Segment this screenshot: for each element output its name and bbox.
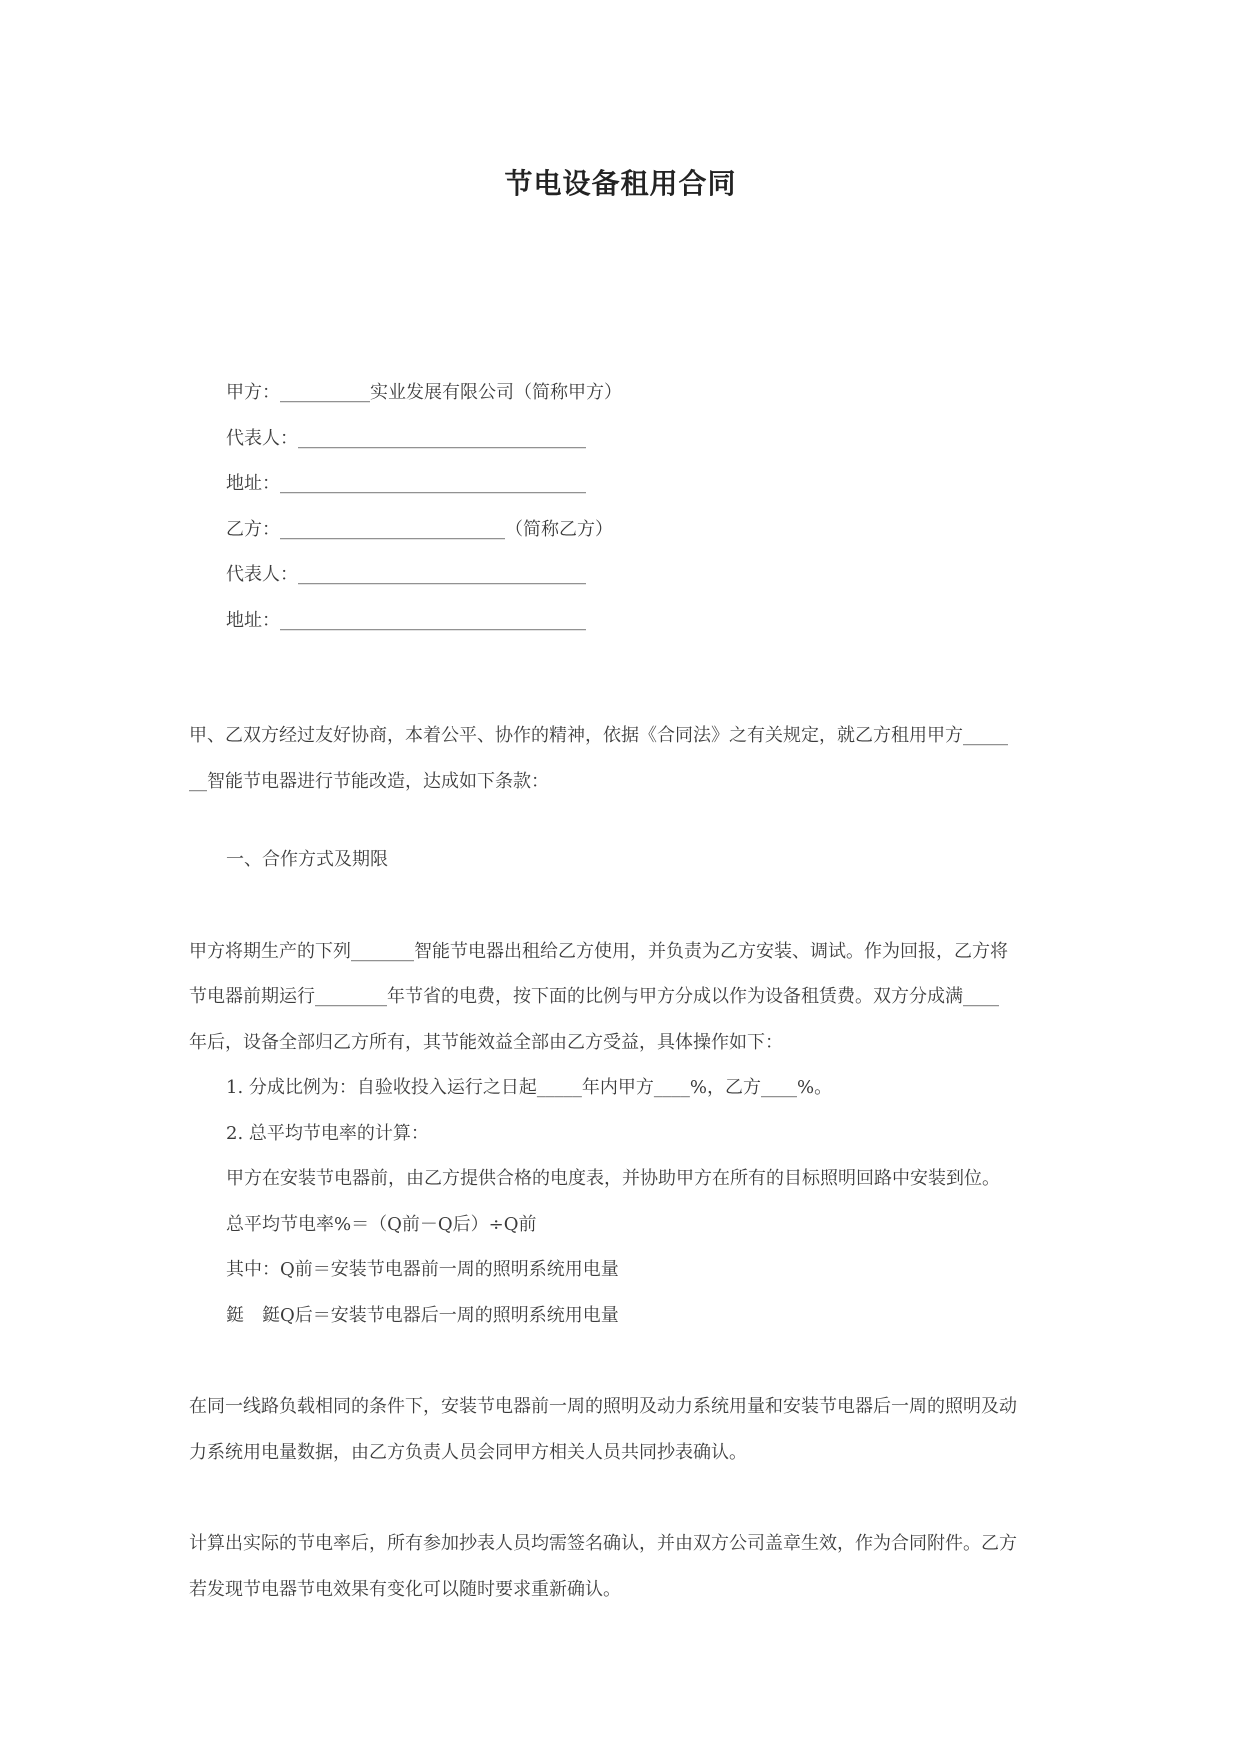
item-1-share-ratio: 1. 分成比例为：自验收投入运行之日起_____年内甲方____%，乙方____%。: [226, 1077, 833, 1098]
party-b-line: 乙方：_________________________（简称乙方）: [226, 519, 613, 540]
item-2-install-text: 甲方在安装节电器前，由乙方提供合格的电度表，并协助甲方在所有的目标照明回路中安装到位。: [226, 1168, 1000, 1189]
item-2-heading: 2. 总平均节电率的计算：: [226, 1123, 429, 1144]
item-2-q-before: 其中：Q前＝安装节电器前一周的照明系统用电量: [226, 1259, 619, 1280]
document-title: 节电设备租用合同: [504, 167, 737, 200]
party-b-representative-line: 代表人：________________________________: [226, 564, 586, 585]
section-1-para-line-1: 甲方将期生产的下列_______智能节电器出租给乙方使用，并负责为乙方安装、调试。作为回报，乙方将: [189, 941, 1008, 962]
party-b-address-line: 地址：__________________________________: [226, 610, 586, 631]
item-2-q-after: 鋌 鋌Q后＝安装节电器后一周的照明系统用电量: [226, 1305, 619, 1326]
intro-line-2: __智能节电器进行节能改造，达成如下条款：: [189, 771, 549, 792]
intro-line-1: 甲、乙双方经过友好协商，本着公平、协作的精神，依据《合同法》之有关规定，就乙方租用甲方_____: [189, 725, 1008, 746]
para-3-line-2: 若发现节电器节电效果有变化可以随时要求重新确认。: [189, 1579, 621, 1600]
section-1-para-line-3: 年后，设备全部归乙方所有，其节能效益全部由乙方受益，具体操作如下：: [189, 1032, 783, 1053]
para-3-line-1: 计算出实际的节电率后，所有参加抄表人员均需签名确认，并由双方公司盖章生效，作为合同附件。乙方: [189, 1533, 1017, 1554]
section-1-para-line-2: 节电器前期运行________年节省的电费，按下面的比例与甲方分成以作为设备租赁费。双方分成满____: [189, 986, 999, 1007]
para-2-line-2: 力系统用电量数据，由乙方负责人员会同甲方相关人员共同抄表确认。: [189, 1442, 747, 1463]
section-1-heading: 一、合作方式及期限: [226, 849, 388, 870]
item-2-formula: 总平均节电率%＝（Q前－Q后）÷Q前: [226, 1214, 537, 1235]
party-a-address-line: 地址：__________________________________: [226, 473, 586, 494]
party-a-line: 甲方：__________实业发展有限公司（简称甲方）: [226, 382, 622, 403]
para-2-line-1: 在同一线路负载相同的条件下，安装节电器前一周的照明及动力系统用量和安装节电器后一周的照明及动: [189, 1396, 1017, 1417]
party-a-representative-line: 代表人：________________________________: [226, 428, 586, 449]
